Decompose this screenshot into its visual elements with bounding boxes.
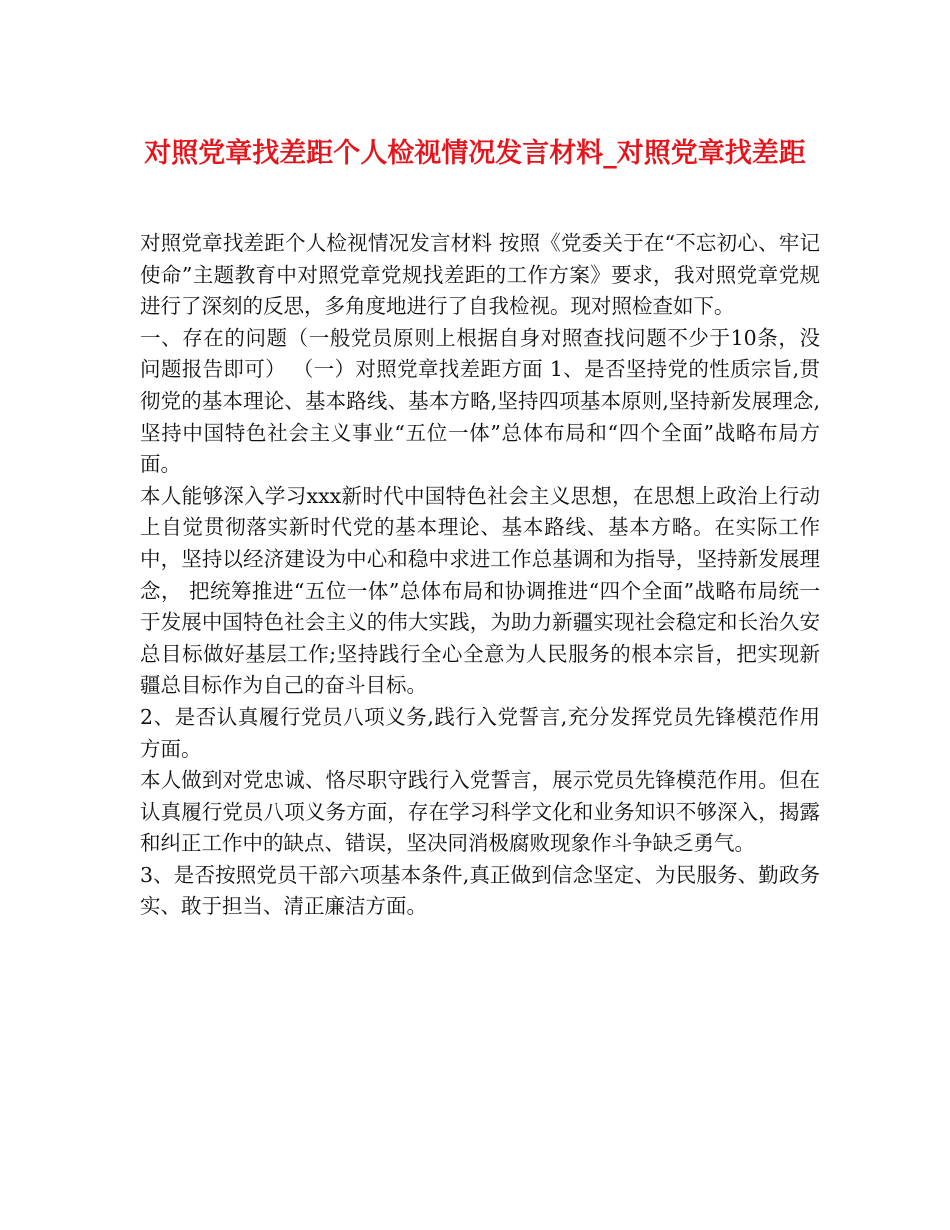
paragraph-item-2: 2、是否认真履行党员八项义务,践行入党誓言,充分发挥党员先锋模范作用方面。 [140, 704, 820, 761]
paragraph-self-assessment-2: 本人做到对党忠诚、恪尽职守践行入党誓言，展示党员先锋模范作用。但在认真履行党员八项义务方面，存在学习科学文化和业务知识不够深入，揭露和纠正工作中的缺点、错误，坚决同消极腐败现象作斗争缺乏勇气。 [140, 768, 820, 856]
paragraph-self-assessment-1: 本人能够深入学习xxx新时代中国特色社会主义思想，在思想上政治上行动上自觉贯彻落实新时代党的基本理论、基本路线、基本方略。在实际工作中，坚持以经济建设为中心和稳中求进工作总基调和为指导，坚持新发展理念， 把统筹推进“五位一体”总体布局和协调推进“四个全面”战略布局统一于发展中国特色社会主义的伟大实践，为助力新疆实现社会稳定和长治久安总目标做好基层工作;坚持践行全心全意为人民服务的根本宗旨，把实现新疆总目标作为自己的奋斗目标。 [140, 483, 820, 698]
document-title: 对照党章找差距个人检视情况发言材料_对照党章找差距 [144, 138, 806, 169]
paragraph-intro: 对照党章找差距个人检视情况发言材料 按照《党委关于在“不忘初心、牢记使命”主题教育中对照党章党规找差距的工作方案》要求，我对照党章党规进行了深刻的反思，多角度地进行了自我检视。现对照检查如下。 [140, 231, 820, 319]
paragraph-problems-heading: 一、存在的问题（一般党员原则上根据自身对照查找问题不少于10条，没问题报告即可） （一）对照党章找差距方面 1、是否坚持党的性质宗旨,贯彻党的基本理论、基本路线、基本方略,坚持四项基本原则,坚持新发展理念,坚持中国特色社会主义事业“五位一体”总体布局和“四个全面”战略布局方面。 [140, 325, 820, 477]
document-body [140, 228, 820, 923]
paragraph-item-3: 3、是否按照党员干部六项基本条件,真正做到信念坚定、为民服务、勤政务实、敢于担当、清正廉洁方面。 [140, 862, 820, 919]
